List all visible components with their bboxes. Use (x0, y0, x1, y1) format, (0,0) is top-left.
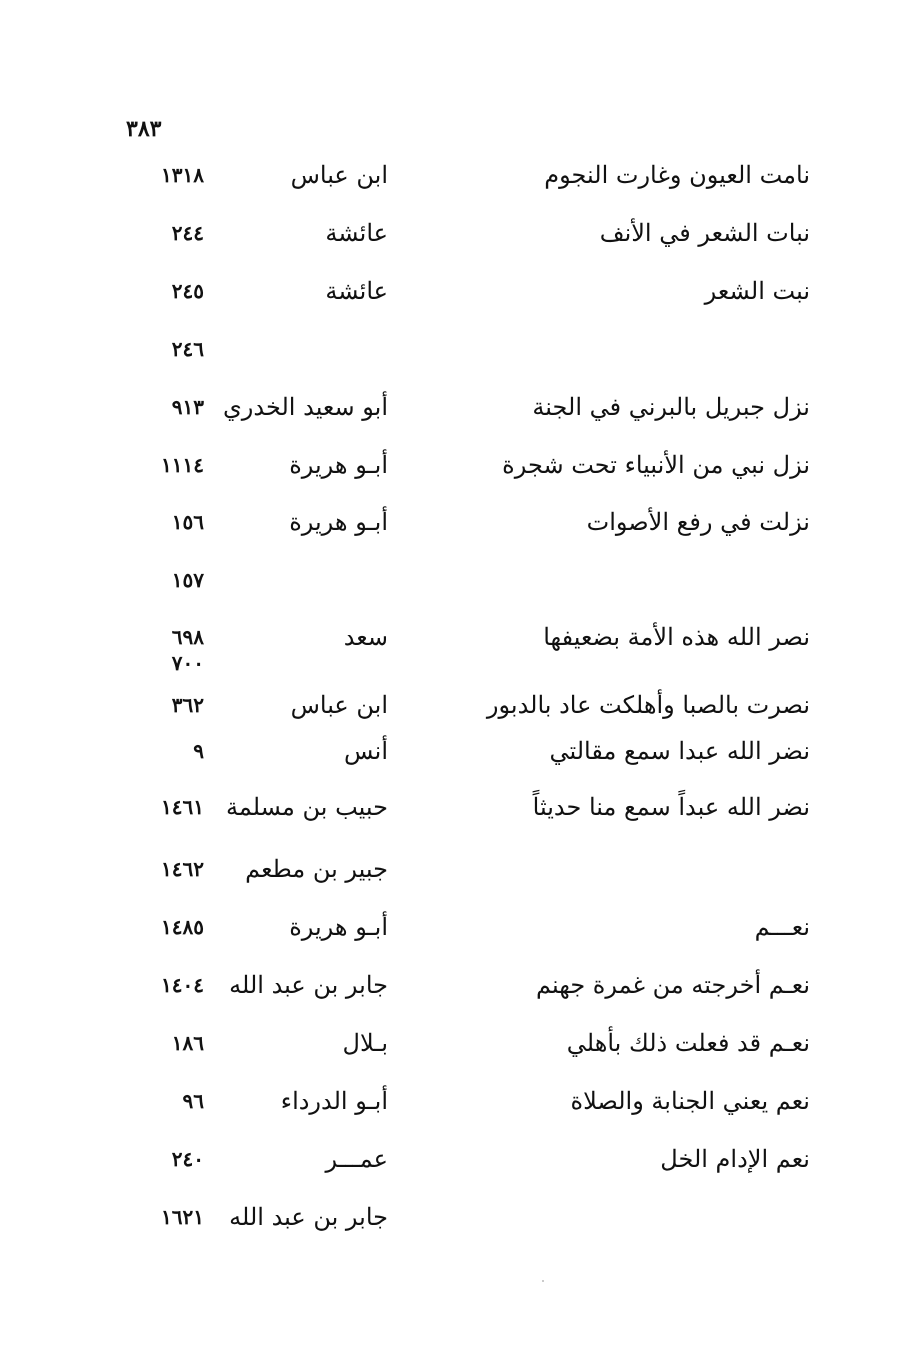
hadith-number: ٩٦ (182, 1089, 204, 1113)
index-entry (0, 274, 922, 308)
index-entry (0, 620, 922, 675)
hadith-opening-text: نضر الله عبداً سمع منا حديثاً (532, 793, 810, 821)
index-entry (0, 448, 922, 482)
print-speck (542, 1280, 544, 1282)
narrator-name: عائشة (325, 277, 388, 305)
hadith-number: ١٥٦ (171, 510, 204, 534)
index-entry (0, 332, 922, 366)
hadith-number: ١٨٦ (171, 1031, 204, 1055)
index-entry (0, 563, 922, 597)
index-entry (0, 1084, 922, 1118)
hadith-number: ٢٤٦ (171, 337, 204, 361)
narrator-name: جبير بن مطعم (245, 855, 388, 883)
hadith-number: ١٣١٨ (161, 163, 204, 187)
hadith-number: ٩ (193, 739, 204, 763)
narrator-name: جابر بن عبد الله (229, 971, 388, 999)
narrator-name: ابن عباس (290, 161, 388, 189)
hadith-number: ١٦٢١ (161, 1205, 204, 1229)
hadith-number: ٩١٣ (171, 395, 204, 419)
narrator-name: عائشة (325, 219, 388, 247)
hadith-opening-text: نزلت في رفع الأصوات (586, 508, 810, 536)
narrator-name: أبـو هريرة (289, 451, 388, 479)
narrator-name: أنس (344, 737, 388, 765)
hadith-opening-text: نبت الشعر (704, 277, 810, 305)
index-entry (0, 158, 922, 192)
hadith-number: ٢٤٤ (171, 221, 204, 245)
narrator-name: بـلال (342, 1029, 388, 1057)
index-entry (0, 390, 922, 424)
narrator-name: أبـو الدرداء (280, 1087, 388, 1115)
hadith-opening-text: نضر الله عبدا سمع مقالتي (549, 737, 810, 765)
hadith-number: ٣٦٢ (171, 693, 204, 717)
hadith-opening-text: نصرت بالصبا وأهلكت عاد بالدبور (486, 691, 810, 719)
hadith-number: ٢٤٥ (171, 279, 204, 303)
index-entry (0, 1026, 922, 1060)
hadith-number: ١١١٤ (161, 453, 204, 477)
hadith-number: ١٥٧ (171, 568, 204, 592)
narrator-name: جابر بن عبد الله (229, 1203, 388, 1231)
hadith-opening-text: نعم يعني الجنابة والصلاة (570, 1087, 810, 1115)
narrator-name: أبو سعيد الخدري (223, 393, 388, 421)
index-entry (0, 790, 922, 824)
narrator-name: عمـــر (325, 1145, 388, 1173)
hadith-opening-text: نعـم قد فعلت ذلك بأهلي (566, 1029, 810, 1057)
hadith-number-secondary: ٧٠٠ (171, 651, 204, 675)
narrator-name: حبيب بن مسلمة (225, 793, 388, 821)
hadith-opening-text: نصر الله هذه الأمة بضعيفها (543, 623, 810, 651)
index-entry (0, 1142, 922, 1176)
index-entry (0, 216, 922, 250)
index-entry (0, 852, 922, 886)
index-entry (0, 1200, 922, 1234)
index-entry (0, 688, 922, 722)
hadith-opening-text: نزل نبي من الأنبياء تحت شجرة (502, 451, 810, 479)
index-entry (0, 505, 922, 539)
hadith-opening-text: نزل جبريل بالبرني في الجنة (532, 393, 810, 421)
hadith-number: ١٤٨٥ (161, 915, 204, 939)
index-entry (0, 968, 922, 1002)
hadith-opening-text: نعم الإدام الخل (660, 1145, 810, 1173)
index-entry (0, 734, 922, 768)
hadith-number: ٢٤٠ (171, 1147, 204, 1171)
hadith-opening-text: نعـــم (754, 913, 810, 941)
hadith-opening-text: نامت العيون وغارت النجوم (544, 161, 810, 189)
narrator-name: ابن عباس (290, 691, 388, 719)
narrator-name: أبـو هريرة (289, 508, 388, 536)
hadith-opening-text: نعـم أخرجته من غمرة جهنم (536, 971, 810, 999)
hadith-number: ١٤٠٤ (161, 973, 204, 997)
hadith-number: ١٤٦٢ (161, 857, 204, 881)
hadith-opening-text: نبات الشعر في الأنف (599, 219, 810, 247)
hadith-number: ١٤٦١ (161, 795, 204, 819)
page-number: ٣٨٣ (126, 116, 162, 142)
narrator-name: سعد (343, 623, 388, 651)
narrator-name: أبـو هريرة (289, 913, 388, 941)
hadith-number: ٦٩٨ (171, 625, 204, 649)
index-entry (0, 910, 922, 944)
